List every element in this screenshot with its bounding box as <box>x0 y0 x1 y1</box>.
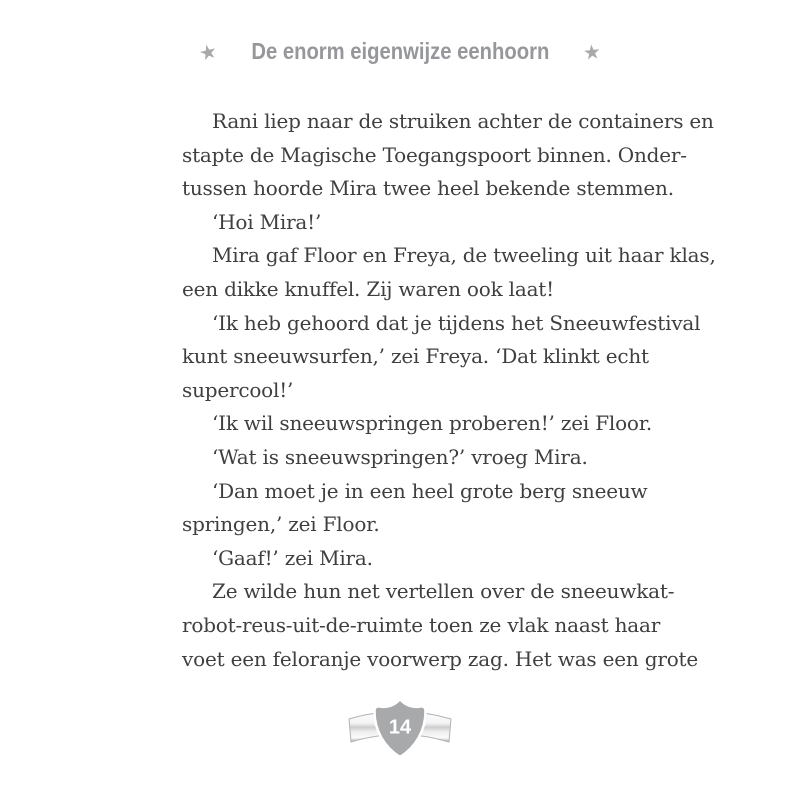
text-line: ‘Ik wil sneeuwspringen proberen!’ zei Floor. <box>212 411 653 436</box>
text-line: tussen hoorde Mira twee heel bekende stemmen. <box>182 176 674 201</box>
text-line: Ze wilde hun net vertellen over de sneeuwkat- <box>212 579 675 604</box>
text-line: ‘Gaaf!’ zei Mira. <box>212 545 373 570</box>
text-line: een dikke knuffel. Zij waren ook laat! <box>182 276 554 301</box>
star-icon: ★ <box>582 38 603 65</box>
page-number-badge <box>345 696 455 764</box>
shield-ribbon-icon <box>345 696 455 764</box>
chapter-header <box>0 38 800 65</box>
text-line: stapte de Magische Toegangspoort binnen. Onder- <box>182 142 687 167</box>
text-line: Rani liep naar de struiken achter de containers en <box>212 109 714 133</box>
text-line: voet een feloranje voorwerp zag. Het was een grote <box>182 646 699 671</box>
text-block <box>182 105 716 676</box>
text-line: ‘Hoi Mira!’ <box>212 209 322 234</box>
text-line: springen,’ zei Floor. <box>182 512 380 537</box>
star-icon: ★ <box>196 37 220 66</box>
text-line: ‘Ik heb gehoord dat je tijdens het Sneeuwfestival <box>212 310 701 335</box>
text-line: ‘Dan moet je in een heel grote berg sneeuw <box>212 478 648 503</box>
text-line: kunt sneeuwsurfen,’ zei Freya. ‘Dat klinkt echt <box>182 344 649 369</box>
text-line: ‘Wat is sneeuwspringen?’ vroeg Mira. <box>212 444 588 469</box>
page-number: 14 <box>388 716 412 739</box>
text-line: robot-reus-uit-de-ruimte toen ze vlak naast haar <box>182 612 661 637</box>
text-line: Mira gaf Floor en Freya, de tweeling uit haar klas, <box>212 243 716 268</box>
page-title: De enorm eigenwijze eenhoorn <box>250 38 550 64</box>
text-line: supercool!’ <box>182 377 294 402</box>
